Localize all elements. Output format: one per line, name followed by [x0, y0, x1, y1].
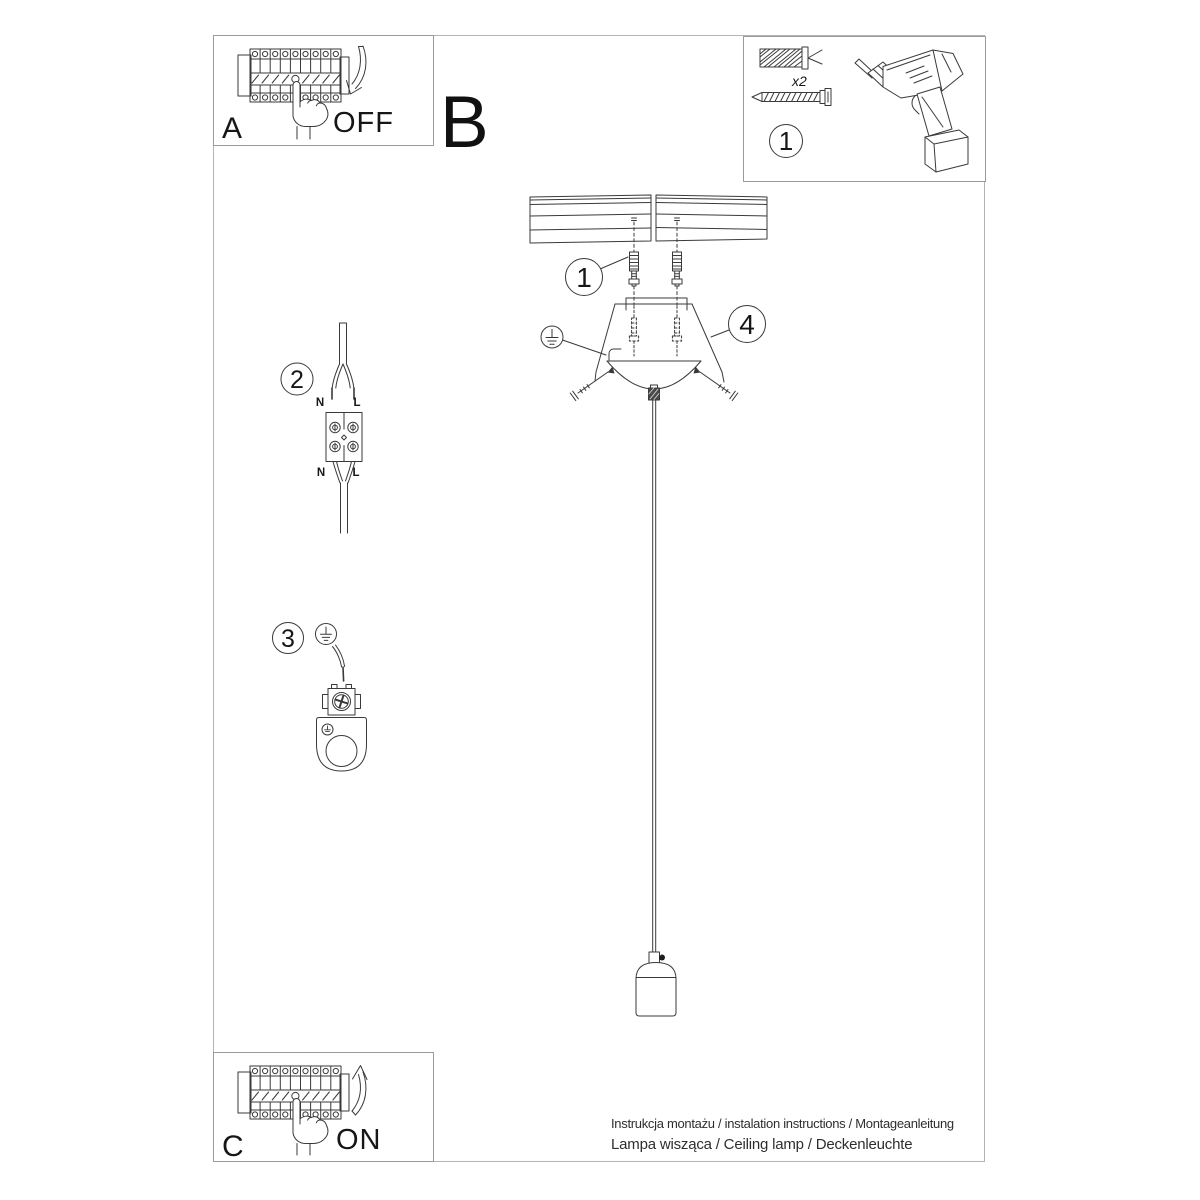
cover-screw-left	[570, 372, 608, 401]
footer-product-line: Lampa wisząca / Ceiling lamp / Deckenleuchte	[611, 1136, 913, 1153]
wire-n-top-label: N	[315, 397, 325, 409]
wire-l-top-label: L	[353, 397, 361, 409]
ground-step-diagram	[262, 612, 378, 782]
cover-screw-right	[700, 372, 738, 401]
anchor-quantity-label: x2	[792, 73, 807, 89]
supply-cable	[332, 323, 354, 399]
wiring-step-diagram	[268, 318, 378, 538]
ground-symbol-small	[316, 624, 337, 645]
panel-a-state-label: OFF	[333, 107, 394, 139]
canopy-screws-hidden	[629, 306, 638, 356]
ground-terminal	[323, 685, 361, 716]
step-1-number: 1	[576, 262, 592, 293]
footer-title-line: Instrukcja montażu / instalation instructions / Montageanleitung	[611, 1116, 954, 1131]
step-4-number: 4	[739, 309, 755, 340]
wall-anchor-screw-left	[629, 252, 639, 286]
wall-anchor-screw-right	[672, 252, 682, 286]
terminal-block	[326, 413, 362, 462]
ceiling-planks	[530, 195, 767, 243]
drill-icon	[855, 50, 968, 172]
assembly-diagram	[520, 185, 785, 1025]
panel-c-box	[213, 1052, 434, 1162]
canopy-screws-hidden-right	[672, 306, 681, 356]
panel-c-label: C	[222, 1130, 244, 1163]
arrow-up-icon	[352, 1066, 367, 1116]
ground-bracket	[317, 718, 367, 772]
ground-symbol	[541, 326, 606, 355]
step-3-number: 3	[281, 625, 295, 653]
ground-wire	[333, 645, 345, 681]
lamp-holder	[636, 952, 676, 1016]
tools-step-number: 1	[778, 126, 794, 156]
screw-icon	[752, 89, 831, 106]
section-b-label: B	[440, 82, 488, 163]
wire-n-bottom-label: N	[316, 467, 326, 479]
panel-c-state-label: ON	[336, 1124, 382, 1156]
step-2-number: 2	[290, 366, 304, 394]
cord-gland	[649, 385, 660, 400]
set-screw-icon	[659, 955, 665, 961]
cord	[653, 400, 656, 952]
step-1-callout	[566, 257, 629, 296]
wall-plug-icon	[760, 47, 822, 69]
wire-l-bottom-label: L	[352, 467, 360, 479]
tools-box	[743, 36, 986, 182]
panel-a-box	[213, 35, 434, 146]
panel-a-label: A	[222, 112, 243, 145]
